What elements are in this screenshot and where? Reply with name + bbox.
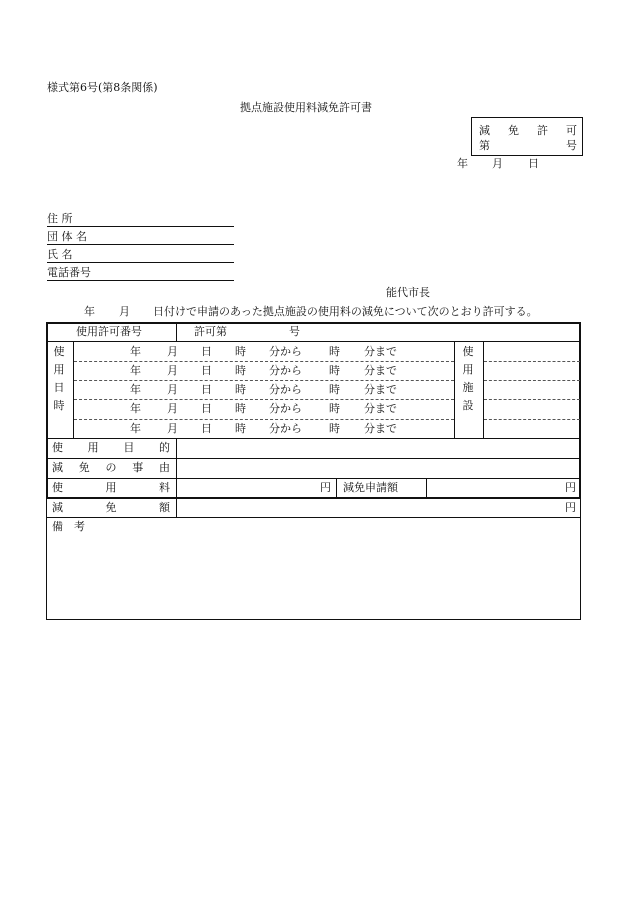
permit-no-label: 使用許可番号 [76, 325, 142, 338]
fee-label: 使 用 料 [52, 481, 170, 494]
name-field [47, 248, 234, 263]
exemption-request-yen-unit: 円 [565, 481, 576, 494]
address-field [47, 212, 234, 227]
group-label-char: 体 [61, 230, 73, 243]
remarks-label: 備 考 [52, 520, 85, 533]
fee-yen-unit: 円 [320, 481, 331, 494]
permit-no-prefix: 許可第 [194, 325, 227, 338]
phone-label: 電話番号 [47, 266, 91, 279]
datetime-row-3: 年 月 日 時 分から 時 分まで [130, 383, 397, 396]
usage-datetime-label: 使 用 日 時 [53, 345, 65, 412]
permit-number-box [471, 117, 583, 156]
purpose-label: 使 用 目 的 [52, 441, 170, 454]
facility-label: 使 用 施 設 [462, 345, 474, 412]
datetime-row-5: 年 月 日 時 分から 時 分まで [130, 422, 397, 435]
name-label-char: 名 [61, 248, 73, 261]
exemption-request-label: 減免申請額 [343, 481, 398, 494]
permit-box-char: 減 [479, 124, 490, 137]
group-label-char: 名 [76, 230, 87, 243]
exemption-amount-yen-unit: 円 [565, 501, 576, 514]
statement-text: 日付けで申請のあった拠点施設の使用料の減免について次のとおり許可する。 [153, 305, 538, 318]
group-name-field [47, 230, 234, 245]
datetime-row-4: 年 月 日 時 分から 時 分まで [130, 402, 397, 415]
statement-year: 年 [84, 305, 95, 318]
exemption-amount-label: 減 免 額 [52, 501, 170, 514]
issuer-name: 能代市長 [386, 286, 430, 299]
datetime-row-2: 年 月 日 時 分から 時 分まで [130, 364, 397, 377]
permit-box-char: 第 [479, 139, 490, 152]
issue-day: 日 [528, 157, 539, 170]
reason-label: 減 免 の 事 由 [52, 461, 170, 474]
name-label-char: 氏 [47, 248, 58, 261]
permit-box-char: 免 [508, 124, 519, 137]
form-number: 様式第6号(第8条関係) [47, 81, 158, 94]
permit-box-char: 可 [566, 124, 577, 137]
datetime-row-1: 年 月 日 時 分から 時 分まで [130, 345, 397, 358]
phone-field [47, 266, 234, 281]
permit-box-row-2 [479, 137, 577, 153]
address-label-char: 住 [47, 212, 58, 225]
permit-box-row-1 [479, 122, 577, 138]
exemption-table [46, 322, 581, 620]
permit-box-char: 許 [537, 124, 548, 137]
issue-month: 月 [492, 157, 503, 170]
group-label-char: 団 [47, 230, 58, 243]
issue-year: 年 [457, 157, 468, 170]
address-label-char: 所 [61, 212, 73, 225]
permit-no-suffix: 号 [289, 325, 300, 338]
statement-month: 月 [119, 305, 130, 318]
permit-box-char: 号 [566, 139, 577, 152]
document-title: 拠点施設使用料減免許可書 [240, 101, 372, 114]
